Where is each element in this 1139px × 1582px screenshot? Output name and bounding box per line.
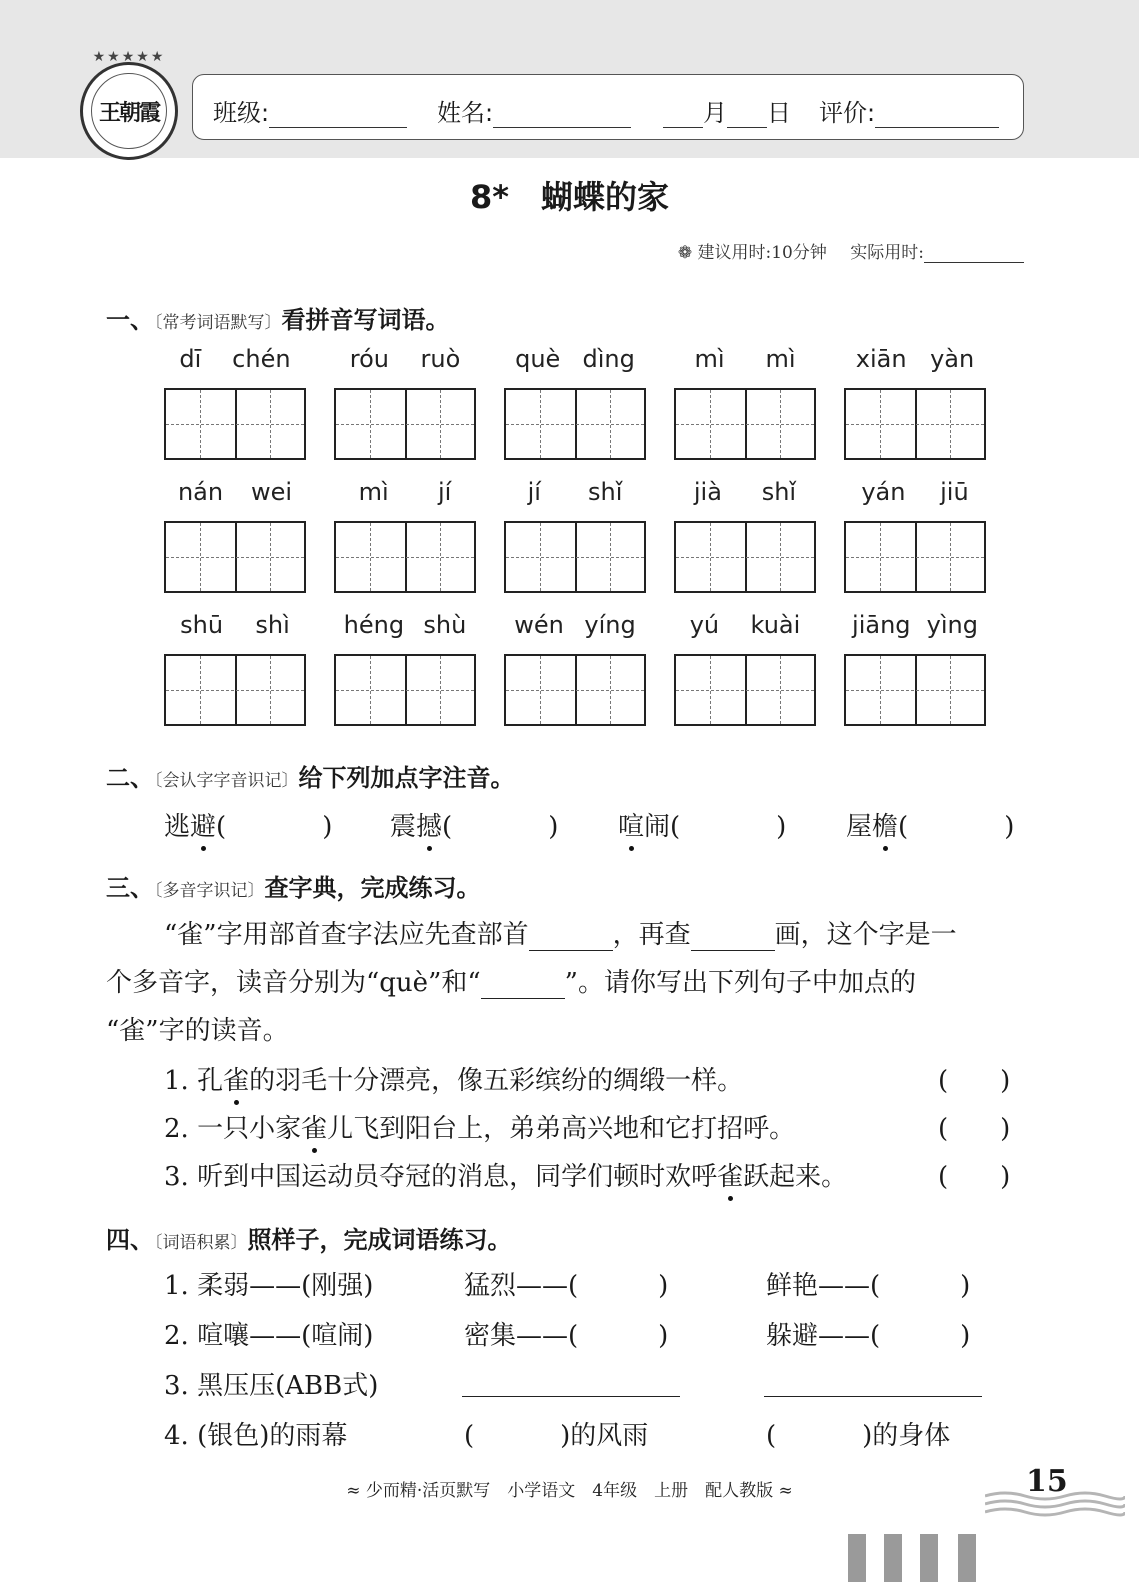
- pinyin-label: [674, 345, 816, 373]
- q4-line-2-b[interactable]: 密集——( ): [464, 1321, 669, 1351]
- writing-box[interactable]: [844, 521, 986, 593]
- pinyin-syllable: ruò: [420, 345, 461, 373]
- pinyin-syllable: yán: [861, 478, 906, 506]
- pinyin-label: [164, 345, 306, 373]
- writing-box[interactable]: [334, 654, 476, 726]
- rating-field[interactable]: 评价:: [819, 93, 999, 128]
- publisher-logo: [80, 49, 178, 160]
- pinyin-label: [844, 611, 986, 639]
- dotted-character: 避: [190, 806, 216, 843]
- pinyin-syllable: mì: [694, 345, 725, 373]
- q4-line-2-c[interactable]: 躲避——( ): [766, 1321, 971, 1351]
- writing-box[interactable]: [334, 388, 476, 460]
- pinyin-syllable: yìng: [926, 611, 978, 639]
- pinyin-syllable: shǐ: [761, 478, 797, 506]
- wave-decoration-icon: [985, 1490, 1125, 1520]
- dotted-character: 檐: [872, 806, 898, 843]
- pinyin-syllable: mì: [358, 478, 389, 506]
- pinyin-label: [504, 478, 646, 506]
- q4-line-1-b[interactable]: 猛烈——( ): [464, 1271, 669, 1301]
- writing-box[interactable]: [164, 654, 306, 726]
- pinyin-syllable: shǐ: [588, 478, 623, 506]
- writing-box[interactable]: [164, 388, 306, 460]
- pinyin-syllable: dìng: [582, 345, 635, 373]
- writing-box[interactable]: [504, 654, 646, 726]
- q4-line-1-c[interactable]: 鲜艳——( ): [766, 1271, 971, 1301]
- pinyin-label: [504, 611, 646, 639]
- pinyin-label: [164, 478, 306, 506]
- footer-text: ≈ 少而精·活页默写 小学语文 4年级 上册 配人教版 ≈: [346, 1481, 793, 1501]
- page-title: 8* 蝴蝶的家: [469, 178, 669, 216]
- pinyin-syllable: yàn: [930, 345, 975, 373]
- star-icons: ★★★★★: [92, 49, 166, 65]
- writing-box[interactable]: [164, 521, 306, 593]
- clock-icon: ❁: [677, 243, 693, 263]
- date-field[interactable]: 月 日: [663, 93, 791, 128]
- pinyin-syllable: róu: [349, 345, 389, 373]
- q3-paragraph-line-3: “雀”字的读音。: [106, 1016, 289, 1046]
- pinyin-syllable: wén: [514, 611, 564, 639]
- q4-line-4-c[interactable]: ( )的身体: [766, 1421, 951, 1451]
- writing-box[interactable]: [334, 521, 476, 593]
- writing-box[interactable]: [504, 521, 646, 593]
- pinyin-syllable: què: [515, 345, 561, 373]
- pronunciation-item[interactable]: 逃避( ): [164, 806, 332, 843]
- pronunciation-item[interactable]: 屋檐( ): [846, 806, 1014, 843]
- pinyin-syllable: shū: [180, 611, 224, 639]
- answer-parentheses[interactable]: ( ): [938, 1114, 1011, 1144]
- second-reading-blank[interactable]: [481, 972, 565, 999]
- question-1-heading: 一、〔常考词语默写〕看拼音写词语。: [106, 306, 450, 334]
- class-field[interactable]: 班级:: [213, 93, 407, 128]
- writing-box[interactable]: [674, 521, 816, 593]
- radical-blank[interactable]: [529, 924, 613, 951]
- pinyin-syllable: chén: [232, 345, 291, 373]
- pinyin-label: [334, 611, 476, 639]
- question-3-heading: 三、〔多音字识记〕查字典，完成练习。: [106, 874, 481, 902]
- pronunciation-item[interactable]: 震撼( ): [390, 806, 558, 843]
- dotted-character: 雀: [717, 1156, 743, 1193]
- time-hint: ❁ 建议用时:10分钟 实际用时:: [678, 238, 1024, 263]
- q3-sentence: 1. 孔雀的羽毛十分漂亮，像五彩缤纷的绸缎一样。: [164, 1060, 743, 1097]
- pinyin-label: [844, 345, 986, 373]
- writing-box[interactable]: [674, 388, 816, 460]
- dotted-character: 喧: [618, 806, 644, 843]
- pinyin-syllable: yú: [689, 611, 720, 639]
- pinyin-syllable: dī: [179, 345, 202, 373]
- stroke-count-blank[interactable]: [691, 924, 775, 951]
- pinyin-label: [334, 345, 476, 373]
- pinyin-label: [674, 478, 816, 506]
- writing-box[interactable]: [844, 654, 986, 726]
- student-info-box: [192, 74, 1024, 140]
- question-4-heading: 四、〔词语积累〕照样子，完成词语练习。: [106, 1226, 512, 1254]
- pinyin-label: [164, 611, 306, 639]
- pinyin-syllable: shì: [255, 611, 290, 639]
- logo-text: 王朝霞: [98, 99, 159, 126]
- pinyin-syllable: nán: [177, 478, 224, 506]
- writing-box[interactable]: [844, 388, 986, 460]
- pinyin-syllable: jiū: [940, 478, 969, 506]
- q3-paragraph-line-1: “雀”字用部首查字法应先查部首 ，再查 画，这个字是一: [164, 920, 957, 950]
- page-number: 15: [1026, 1464, 1068, 1499]
- pinyin-label: [504, 345, 646, 373]
- dotted-character: 撼: [416, 806, 442, 843]
- pinyin-syllable: shù: [423, 611, 467, 639]
- pinyin-syllable: xiān: [855, 345, 907, 373]
- abb-answer-line-1[interactable]: [462, 1396, 680, 1397]
- dotted-character: 雀: [223, 1060, 249, 1097]
- q3-sentence: 3. 听到中国运动员夺冠的消息，同学们顿时欢呼雀跃起来。: [164, 1156, 847, 1193]
- pinyin-syllable: wei: [250, 478, 293, 506]
- pinyin-syllable: yíng: [584, 611, 636, 639]
- pronunciation-item[interactable]: 喧闹( ): [618, 806, 786, 843]
- q4-line-1-example: 1. 柔弱——(刚强): [164, 1271, 374, 1301]
- pinyin-syllable: mì: [765, 345, 796, 373]
- pinyin-syllable: jí: [437, 478, 452, 506]
- q4-line-2-example: 2. 喧嚷——(喧闹): [164, 1321, 374, 1351]
- q4-line-4-b[interactable]: ( )的风雨: [464, 1421, 649, 1451]
- name-field[interactable]: 姓名:: [437, 93, 631, 128]
- writing-box[interactable]: [504, 388, 646, 460]
- pinyin-syllable: jí: [527, 478, 541, 506]
- pinyin-label: [844, 478, 986, 506]
- answer-parentheses[interactable]: ( ): [938, 1162, 1011, 1192]
- pinyin-syllable: jià: [693, 478, 722, 506]
- writing-box[interactable]: [674, 654, 816, 726]
- answer-parentheses[interactable]: ( ): [938, 1066, 1011, 1096]
- pinyin-syllable: kuài: [750, 611, 801, 639]
- pinyin-label: [334, 478, 476, 506]
- question-2-heading: 二、〔会认字字音识记〕给下列加点字注音。: [106, 764, 515, 792]
- dotted-character: 雀: [301, 1108, 327, 1145]
- q3-sentence: 2. 一只小家雀儿飞到阳台上，弟弟高兴地和它打招呼。: [164, 1108, 795, 1145]
- pinyin-label: [674, 611, 816, 639]
- abb-answer-line-2[interactable]: [764, 1396, 982, 1397]
- q3-paragraph-line-2: 个多音字，读音分别为“què”和“ ”。请你写出下列句子中加点的: [106, 968, 916, 998]
- q4-line-3-example: 3. 黑压压(ABB式): [164, 1371, 379, 1401]
- pinyin-syllable: jiāng: [852, 611, 911, 639]
- q4-line-4-example: 4. (银色)的雨幕: [164, 1421, 348, 1451]
- pinyin-syllable: héng: [343, 611, 405, 639]
